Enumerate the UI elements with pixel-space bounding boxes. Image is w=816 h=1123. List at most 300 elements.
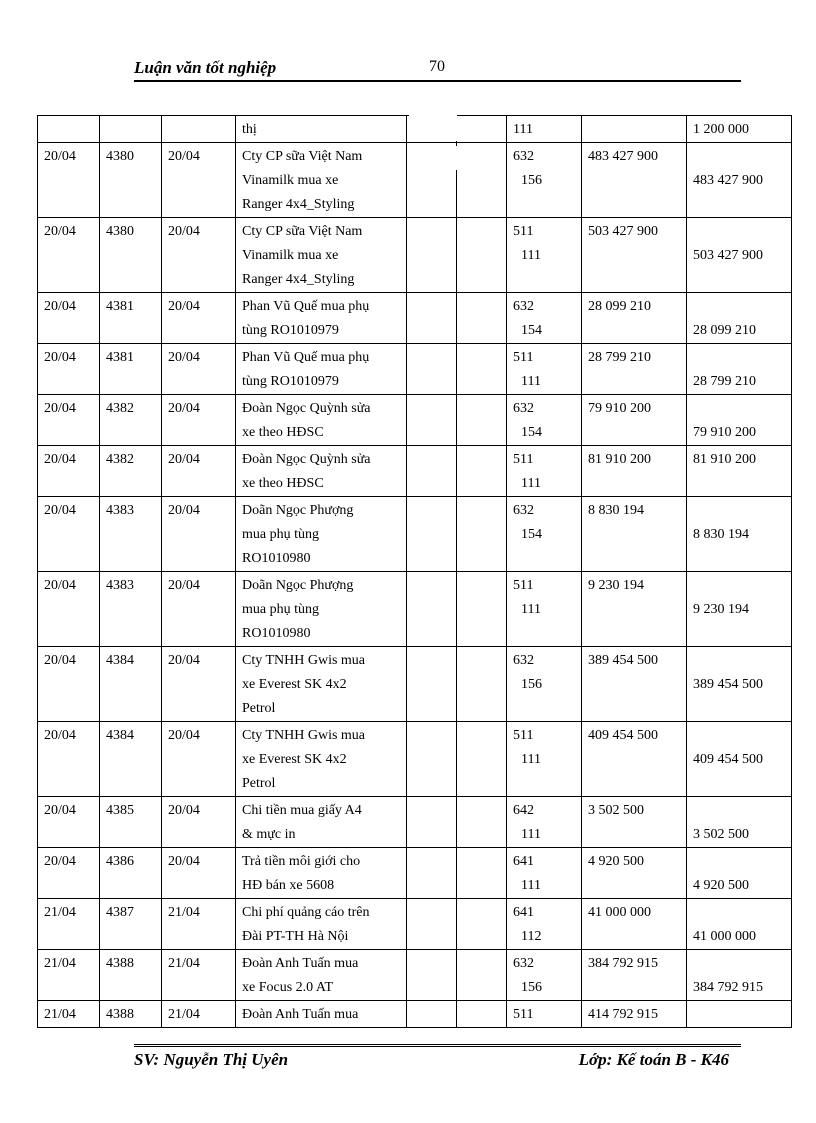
description-cell (236, 143, 407, 218)
date-recorded-cell (38, 143, 100, 218)
cell-line: 483 427 900 (693, 173, 763, 188)
table-row (38, 218, 792, 293)
date-recorded-cell (38, 797, 100, 848)
cell-line: 111 (521, 752, 541, 767)
description-cell (236, 848, 407, 899)
cell-line: 4381 (106, 299, 134, 314)
document-date-cell (162, 116, 236, 143)
line-number-cell (457, 797, 507, 848)
date-recorded-cell (38, 293, 100, 344)
cell-line: 111 (521, 476, 541, 491)
account-cell (507, 497, 582, 572)
document-number-cell (100, 797, 162, 848)
credit-cell (687, 497, 792, 572)
cell-line: 20/04 (168, 350, 200, 365)
footer-student: SV: Nguyễn Thị Uyên (134, 1050, 289, 1069)
debit-cell (582, 1001, 687, 1028)
cell-line: tùng RO1010979 (242, 323, 339, 338)
line-number-cell (457, 293, 507, 344)
account-cell (507, 797, 582, 848)
cell-line: 4384 (106, 653, 134, 668)
cell-line: 154 (521, 425, 542, 440)
cell-line: Trả tiền môi giới cho (242, 854, 361, 869)
document-date-cell (162, 797, 236, 848)
cell-line: 156 (521, 980, 542, 995)
cell-line: 4380 (106, 149, 134, 164)
credit-cell (687, 899, 792, 950)
cell-line: 511 (513, 1007, 534, 1022)
cell-line: 41 000 000 (588, 905, 651, 920)
column-gap-mask (409, 146, 457, 170)
journal-marker-cell (407, 497, 457, 572)
cell-line: 632 (513, 956, 534, 971)
cell-line: Doãn Ngọc Phượng (242, 578, 354, 593)
cell-line: 4 920 500 (693, 878, 749, 893)
document-number-cell (100, 1001, 162, 1028)
journal-marker-cell (407, 344, 457, 395)
debit-cell (582, 344, 687, 395)
description-cell (236, 344, 407, 395)
footer-rule (134, 1044, 741, 1047)
document-number-cell (100, 395, 162, 446)
cell-line: 81 910 200 (588, 452, 651, 467)
line-number-cell (457, 899, 507, 950)
cell-line: 4386 (106, 854, 134, 869)
cell-line: 20/04 (44, 854, 76, 869)
description-cell (236, 647, 407, 722)
description-cell (236, 497, 407, 572)
cell-line: 632 (513, 503, 534, 518)
document-number-cell (100, 647, 162, 722)
cell-line: 3 502 500 (588, 803, 644, 818)
account-cell (507, 950, 582, 1001)
account-cell (507, 446, 582, 497)
cell-line: 409 454 500 (693, 752, 763, 767)
table-row (38, 344, 792, 395)
table-row (38, 722, 792, 797)
date-recorded-cell (38, 218, 100, 293)
cell-line: 20/04 (168, 503, 200, 518)
date-recorded-cell (38, 1001, 100, 1028)
document-date-cell (162, 950, 236, 1001)
cell-line: 28 799 210 (693, 374, 756, 389)
account-cell (507, 395, 582, 446)
description-cell (236, 572, 407, 647)
cell-spacer (693, 952, 785, 976)
document-number-cell (100, 293, 162, 344)
cell-spacer (693, 649, 785, 673)
cell-line: Cty CP sữa Việt Nam (242, 224, 363, 239)
journal-marker-cell (407, 647, 457, 722)
cell-line: 21/04 (44, 1007, 76, 1022)
document-date-cell (162, 293, 236, 344)
account-cell (507, 899, 582, 950)
credit-cell (687, 950, 792, 1001)
line-number-cell (457, 497, 507, 572)
cell-line: Chi phí quảng cáo trên (242, 905, 370, 920)
line-number-cell (457, 116, 507, 143)
page-footer (134, 1044, 741, 1074)
cell-line: 503 427 900 (588, 224, 658, 239)
cell-line: 641 (513, 854, 534, 869)
account-cell (507, 218, 582, 293)
cell-line: 21/04 (168, 905, 200, 920)
journal-marker-cell (407, 446, 457, 497)
date-recorded-cell (38, 572, 100, 647)
debit-cell (582, 116, 687, 143)
date-recorded-cell (38, 848, 100, 899)
cell-line: 20/04 (44, 452, 76, 467)
cell-line: 156 (521, 677, 542, 692)
cell-line: 384 792 915 (693, 980, 763, 995)
credit-cell (687, 293, 792, 344)
table-row (38, 1001, 792, 1028)
cell-line: Chi tiền mua giấy A4 (242, 803, 362, 818)
cell-line: 414 792 915 (588, 1007, 658, 1022)
cell-line: xe Everest SK 4x2 (242, 677, 347, 692)
document-number-cell (100, 116, 162, 143)
cell-line: 389 454 500 (588, 653, 658, 668)
journal-marker-cell (407, 950, 457, 1001)
cell-line: 20/04 (44, 401, 76, 416)
cell-line: 112 (521, 929, 542, 944)
debit-cell (582, 395, 687, 446)
cell-line: 20/04 (168, 452, 200, 467)
cell-line: 81 910 200 (693, 452, 756, 467)
cell-line: 4 920 500 (588, 854, 644, 869)
cell-line: Cty TNHH Gwis mua (242, 653, 366, 668)
account-cell (507, 848, 582, 899)
journal-marker-cell (407, 395, 457, 446)
cell-line: Ranger 4x4_Styling (242, 197, 355, 212)
line-number-cell (457, 1001, 507, 1028)
debit-cell (582, 899, 687, 950)
cell-line: 642 (513, 803, 534, 818)
cell-line: 20/04 (44, 578, 76, 593)
cell-line: 483 427 900 (588, 149, 658, 164)
account-cell (507, 293, 582, 344)
journal-marker-cell (407, 218, 457, 293)
debit-cell (582, 950, 687, 1001)
journal-marker-cell (407, 899, 457, 950)
account-cell (507, 116, 582, 143)
description-cell (236, 116, 407, 143)
credit-cell (687, 446, 792, 497)
cell-line: 4384 (106, 728, 134, 743)
journal-marker-cell (407, 572, 457, 647)
cell-line: 21/04 (168, 956, 200, 971)
cell-line: Petrol (242, 701, 276, 716)
cell-spacer (693, 499, 785, 523)
credit-cell (687, 647, 792, 722)
table-row (38, 395, 792, 446)
cell-line: RO1010980 (242, 551, 311, 566)
document-number-cell (100, 950, 162, 1001)
journal-marker-cell (407, 1001, 457, 1028)
document-date-cell (162, 497, 236, 572)
journal-marker-cell (407, 848, 457, 899)
cell-line: 4381 (106, 350, 134, 365)
cell-line: 632 (513, 149, 534, 164)
cell-line: 4383 (106, 578, 134, 593)
debit-cell (582, 218, 687, 293)
cell-line: 384 792 915 (588, 956, 658, 971)
description-cell (236, 395, 407, 446)
cell-line: 20/04 (168, 803, 200, 818)
document-number-cell (100, 722, 162, 797)
date-recorded-cell (38, 722, 100, 797)
cell-line: 20/04 (168, 854, 200, 869)
cell-line: 28 799 210 (588, 350, 651, 365)
cell-line: 111 (521, 374, 541, 389)
cell-line: 389 454 500 (693, 677, 763, 692)
cell-line: Cty TNHH Gwis mua (242, 728, 366, 743)
line-number-cell (457, 218, 507, 293)
cell-line: 20/04 (168, 149, 200, 164)
cell-spacer (693, 346, 785, 370)
date-recorded-cell (38, 116, 100, 143)
table-row (38, 848, 792, 899)
column-gap-mask (409, 115, 457, 141)
description-cell (236, 293, 407, 344)
cell-line: 20/04 (44, 653, 76, 668)
table-row (38, 293, 792, 344)
cell-spacer (693, 145, 785, 169)
cell-line: mua phụ tùng (242, 527, 319, 542)
account-cell (507, 722, 582, 797)
line-number-cell (457, 143, 507, 218)
cell-line: 8 830 194 (693, 527, 749, 542)
cell-line: 4387 (106, 905, 134, 920)
cell-line: 20/04 (168, 653, 200, 668)
cell-line: 632 (513, 653, 534, 668)
cell-line: Cty CP sữa Việt Nam (242, 149, 363, 164)
cell-line: thị (242, 122, 257, 137)
cell-line: 511 (513, 452, 534, 467)
cell-line: 9 230 194 (693, 602, 749, 617)
cell-line: xe Focus 2.0 AT (242, 980, 333, 995)
credit-cell (687, 116, 792, 143)
document-number-cell (100, 218, 162, 293)
cell-line: Ranger 4x4_Styling (242, 272, 355, 287)
cell-line: 28 099 210 (588, 299, 651, 314)
table-row (38, 647, 792, 722)
date-recorded-cell (38, 647, 100, 722)
description-cell (236, 218, 407, 293)
cell-line: tùng RO1010979 (242, 374, 339, 389)
credit-cell (687, 143, 792, 218)
cell-line: Đoàn Anh Tuấn mua (242, 1007, 359, 1022)
cell-line: 20/04 (44, 503, 76, 518)
line-number-cell (457, 647, 507, 722)
page-header (134, 58, 741, 82)
debit-cell (582, 446, 687, 497)
debit-cell (582, 647, 687, 722)
document-date-cell (162, 1001, 236, 1028)
cell-line: 111 (521, 878, 541, 893)
cell-line: 111 (521, 248, 541, 263)
cell-line: Phan Vũ Quế mua phụ (242, 299, 370, 314)
table-row (38, 572, 792, 647)
cell-line: Đoàn Ngọc Quỳnh sửa (242, 401, 371, 416)
credit-cell (687, 848, 792, 899)
cell-line: 641 (513, 905, 534, 920)
debit-cell (582, 722, 687, 797)
credit-cell (687, 722, 792, 797)
cell-line: 154 (521, 323, 542, 338)
journal-marker-cell (407, 722, 457, 797)
ledger-table (37, 115, 792, 1028)
debit-cell (582, 497, 687, 572)
cell-line: 4388 (106, 956, 134, 971)
cell-line: 41 000 000 (693, 929, 756, 944)
cell-spacer (693, 799, 785, 823)
document-date-cell (162, 899, 236, 950)
cell-spacer (693, 850, 785, 874)
line-number-cell (457, 950, 507, 1001)
cell-line: xe theo HĐSC (242, 476, 324, 491)
debit-cell (582, 848, 687, 899)
line-number-cell (457, 446, 507, 497)
document-number-cell (100, 848, 162, 899)
cell-line: HĐ bán xe 5608 (242, 878, 335, 893)
credit-cell (687, 395, 792, 446)
cell-line: xe theo HĐSC (242, 425, 324, 440)
cell-line: 21/04 (44, 905, 76, 920)
line-number-cell (457, 344, 507, 395)
document-date-cell (162, 572, 236, 647)
header-title: Luận văn tốt nghiệp (134, 58, 277, 77)
cell-line: xe Everest SK 4x2 (242, 752, 347, 767)
cell-line: 511 (513, 578, 534, 593)
cell-line: 28 099 210 (693, 323, 756, 338)
cell-line: 4382 (106, 452, 134, 467)
cell-line: 632 (513, 401, 534, 416)
cell-spacer (693, 901, 785, 925)
account-cell (507, 647, 582, 722)
cell-line: RO1010980 (242, 626, 311, 641)
cell-line: Phan Vũ Quế mua phụ (242, 350, 370, 365)
cell-line: 156 (521, 173, 542, 188)
line-number-cell (457, 848, 507, 899)
cell-line: 9 230 194 (588, 578, 644, 593)
cell-line: 4383 (106, 503, 134, 518)
document-date-cell (162, 722, 236, 797)
cell-line: 20/04 (168, 299, 200, 314)
cell-line: 511 (513, 350, 534, 365)
credit-cell (687, 344, 792, 395)
journal-marker-cell (407, 797, 457, 848)
account-cell (507, 143, 582, 218)
account-cell (507, 572, 582, 647)
cell-line: 511 (513, 728, 534, 743)
document-date-cell (162, 143, 236, 218)
description-cell (236, 1001, 407, 1028)
credit-cell (687, 218, 792, 293)
line-number-cell (457, 572, 507, 647)
table-row (38, 797, 792, 848)
description-cell (236, 722, 407, 797)
credit-cell (687, 797, 792, 848)
cell-spacer (693, 574, 785, 598)
date-recorded-cell (38, 344, 100, 395)
table-row (38, 950, 792, 1001)
cell-line: Đoàn Ngọc Quỳnh sửa (242, 452, 371, 467)
document-date-cell (162, 446, 236, 497)
account-cell (507, 1001, 582, 1028)
date-recorded-cell (38, 446, 100, 497)
account-cell (507, 344, 582, 395)
document-date-cell (162, 848, 236, 899)
credit-cell (687, 572, 792, 647)
document-number-cell (100, 143, 162, 218)
cell-line: 21/04 (44, 956, 76, 971)
debit-cell (582, 572, 687, 647)
document-number-cell (100, 899, 162, 950)
cell-spacer (693, 397, 785, 421)
document-date-cell (162, 218, 236, 293)
credit-cell (687, 1001, 792, 1028)
cell-line: & mực in (242, 827, 296, 842)
document-date-cell (162, 344, 236, 395)
cell-line: 20/04 (44, 803, 76, 818)
description-cell (236, 899, 407, 950)
cell-line: 1 200 000 (693, 122, 749, 137)
cell-line: 20/04 (168, 728, 200, 743)
cell-line: 154 (521, 527, 542, 542)
cell-line: 409 454 500 (588, 728, 658, 743)
cell-line: 79 910 200 (693, 425, 756, 440)
page-number: 70 (429, 58, 445, 75)
cell-line: 20/04 (168, 578, 200, 593)
cell-line: 511 (513, 224, 534, 239)
debit-cell (582, 797, 687, 848)
document-number-cell (100, 497, 162, 572)
document-date-cell (162, 647, 236, 722)
cell-line: 20/04 (168, 224, 200, 239)
cell-line: 503 427 900 (693, 248, 763, 263)
document-date-cell (162, 395, 236, 446)
cell-line: 20/04 (44, 350, 76, 365)
cell-line: 21/04 (168, 1007, 200, 1022)
document-number-cell (100, 344, 162, 395)
cell-spacer (693, 295, 785, 319)
cell-line: Petrol (242, 776, 276, 791)
cell-line: 20/04 (44, 149, 76, 164)
description-cell (236, 950, 407, 1001)
cell-line: mua phụ tùng (242, 602, 319, 617)
cell-line: 20/04 (168, 401, 200, 416)
cell-line: Đoàn Anh Tuấn mua (242, 956, 359, 971)
cell-line: 20/04 (44, 299, 76, 314)
document-number-cell (100, 572, 162, 647)
cell-spacer (693, 724, 785, 748)
cell-line: Doãn Ngọc Phượng (242, 503, 354, 518)
document-number-cell (100, 446, 162, 497)
journal-marker-cell (407, 293, 457, 344)
cell-line: Đài PT-TH Hà Nội (242, 929, 349, 944)
cell-line: 111 (513, 122, 533, 137)
cell-line: 111 (521, 602, 541, 617)
debit-cell (582, 143, 687, 218)
cell-line: 4385 (106, 803, 134, 818)
description-cell (236, 446, 407, 497)
cell-line: 632 (513, 299, 534, 314)
line-number-cell (457, 722, 507, 797)
date-recorded-cell (38, 899, 100, 950)
cell-line: 4380 (106, 224, 134, 239)
date-recorded-cell (38, 950, 100, 1001)
